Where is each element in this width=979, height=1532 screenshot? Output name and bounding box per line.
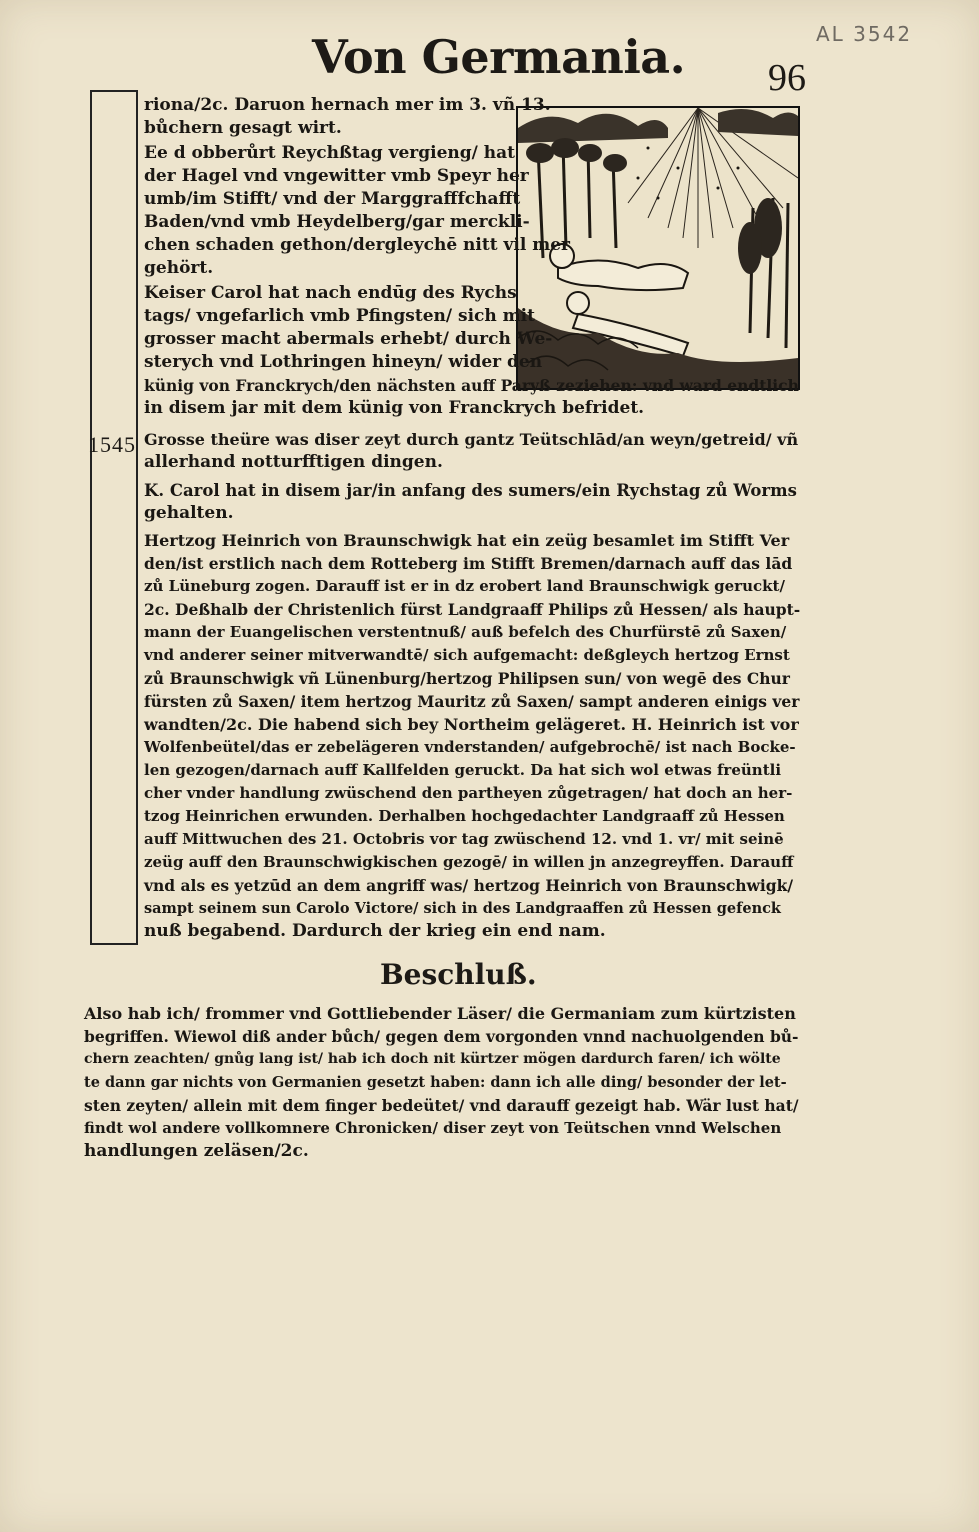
- text-line: Ee d obberůrt Reychßtag vergieng/ hat: [144, 143, 516, 163]
- text-line: tags/ vngefarlich vmb Pfingsten/ sich mit: [144, 306, 535, 326]
- text-line: Grosse theüre was diser zeyt durch gantz Teütschlād/an weyn/getreid/ vñ: [144, 430, 799, 449]
- text-line: bůchern gesagt wirt.: [144, 118, 342, 138]
- text-line: künig von Franckrych/den nächsten auff Paryß zeziehen: vnd ward endtlich: [144, 376, 799, 395]
- text-line: Keiser Carol hat nach endūg des Rychs: [144, 283, 517, 303]
- text-line: handlungen zeläsen/2c.: [84, 1141, 309, 1161]
- text-line: Also hab ich/ frommer vnd Gottliebender Läser/ die Germaniam zum kürtzisten: [84, 1004, 796, 1023]
- text-line: allerhand notturfftigen dingen.: [144, 452, 443, 472]
- text-line: K. Carol hat in disem jar/in anfang des sumers/ein Rychstag zů Worms: [144, 481, 797, 500]
- margin-year: 1545: [88, 432, 136, 457]
- text-line: vnd anderer seiner mitverwandtē/ sich aufgemacht: deßgleych hertzog Ernst: [144, 646, 790, 664]
- text-line: findt wol andere vollkomnere Chronicken/ diser zeyt von Teütschen vnnd Welschen: [84, 1119, 782, 1137]
- margin-rule-outer: [90, 90, 92, 945]
- margin-rule-bottom: [90, 943, 138, 945]
- text-line: te dann gar nichts von Germanien gesetzt haben: dann ich alle ding/ besonder der let-: [84, 1074, 787, 1091]
- text-line: len gezogen/darnach auff Kallfelden geruckt. Da hat sich wol etwas freüntli: [144, 761, 782, 779]
- margin-rule-inner: [136, 90, 138, 945]
- text-line: sterych vnd Lothringen hineyn/ wider den: [144, 352, 543, 372]
- text-line: in disem jar mit dem künig von Franckrych befridet.: [144, 398, 645, 418]
- text-line: grosser macht abermals erhebt/ durch We-: [144, 329, 553, 349]
- text-line: fürsten zů Saxen/ item hertzog Mauritz zů Saxen/ sampt anderen einigs ver: [144, 692, 800, 711]
- text-line: chen schaden gethon/dergleychē nitt vil mer: [144, 235, 570, 255]
- text-line: tzog Heinrichen erwunden. Derhalben hochgedachter Landgraaff zů Hessen: [144, 807, 785, 825]
- text-line: Wolfenbeütel/das er zebelägeren vnderstanden/ aufgebrochē/ ist nach Bocke-: [144, 738, 796, 756]
- text-line: zeüg auff den Braunschwigkischen gezogē/ in willen jn anzegreyffen. Darauff: [144, 853, 794, 871]
- text-line: sten zeyten/ allein mit dem finger bedeütet/ vnd darauff gezeigt hab. Wär lust hat/: [84, 1096, 799, 1115]
- text-line: der Hagel vnd vngewitter vmb Speyr her: [144, 166, 529, 186]
- text-line: zů Braunschwigk vñ Lünenburg/hertzog Philipsen sun/ von wegē des Chur: [144, 669, 790, 688]
- text-line: mann der Euangelischen verstentnuß/ auß befelch des Churfürstē zů Saxen/: [144, 623, 787, 641]
- text-line: chern zeachten/ gnůg lang ist/ hab ich doch nit kürtzer mögen dardurch faren/ ich wölte: [84, 1051, 781, 1067]
- margin-rule-top: [90, 90, 138, 92]
- running-head: Von Germania.: [312, 30, 686, 84]
- text-line: Hertzog Heinrich von Braunschwigk hat ein zeüg besamlet im Stifft Ver: [144, 531, 790, 550]
- text-line: Baden/vnd vmb Heydelberg/gar merckli-: [144, 212, 530, 232]
- text-line: cher vnder handlung zwüschend den partheyen zůgetragen/ hat doch an her-: [144, 784, 793, 802]
- text-line: vnd als es yetzūd an dem angriff was/ hertzog Heinrich von Braunschwigk/: [144, 876, 793, 895]
- section-heading: Beschluß.: [380, 958, 537, 991]
- archive-mark: AL 3542: [816, 22, 913, 46]
- text-line: riona/2c. Daruon hernach mer im 3. vñ 13.: [144, 95, 551, 115]
- text-line: gehört.: [144, 258, 214, 278]
- text-line: 2c. Deßhalb der Christenlich fürst Landgraaff Philips zů Hessen/ als haupt-: [144, 600, 801, 619]
- text-line: sampt seinem sun Carolo Victore/ sich in des Landgraaffen zů Hessen gefenck: [144, 900, 781, 917]
- text-line: zů Lüneburg zogen. Darauff ist er in dz erobert land Braunschwigk geruckt/: [144, 577, 785, 595]
- text-line: umb/im Stifft/ vnd der Marggrafffchafft: [144, 189, 521, 209]
- folio-number: 96: [768, 57, 806, 99]
- text-line: gehalten.: [144, 503, 234, 523]
- text-line: wandten/2c. Die habend sich bey Northeim gelägeret. H. Heinrich ist vor: [144, 715, 799, 734]
- text-line: begriffen. Wiewol diß ander bůch/ gegen dem vorgonden vnnd nachuolgenden bů-: [84, 1027, 799, 1046]
- text-line: den/ist erstlich nach dem Rotteberg im Stifft Bremen/darnach auff das lād: [144, 554, 793, 573]
- text-line: nuß begabend. Dardurch der krieg ein end nam.: [144, 921, 606, 941]
- text-line: auff Mittwuchen des 21. Octobris vor tag zwüschend 12. vnd 1. vr/ mit seinē: [144, 830, 784, 848]
